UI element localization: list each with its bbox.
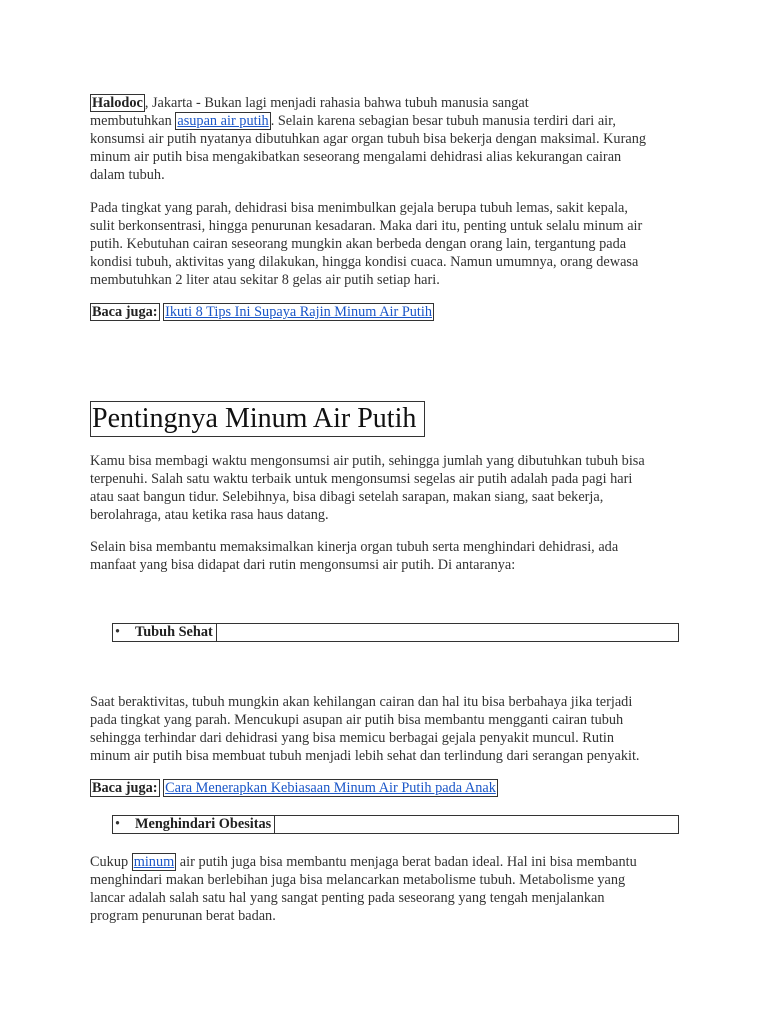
read-also-2 (90, 779, 680, 797)
bullet-icon: • (115, 816, 121, 832)
text-line: atau saat bangun tidur. Selebihnya, bisa dibagi setelah sarapan, makan siang, saat bekerja, (90, 489, 604, 505)
text-line: . Selain karena sebagian besar tubuh manusia terdiri dari air, (270, 113, 616, 129)
text-line: Saat beraktivitas, tubuh mungkin akan kehilangan cairan dan hal itu bisa berbahaya jika terjadi (90, 694, 633, 710)
text-line: program penurunan berat badan. (90, 908, 276, 924)
text-line: membutuhkan (90, 113, 176, 129)
text-line: minum air putih bisa membuat tubuh menjadi lebih sehat dan terlindung dari serangan penyakit. (90, 748, 640, 764)
text-line: putih. Kebutuhan cairan seseorang mungkin akan berbeda dengan orang lain, tergantung pada (90, 236, 627, 252)
text-line: Pada tingkat yang parah, dehidrasi bisa menimbulkan gejala berupa tubuh lemas, sakit kepala, (90, 200, 628, 216)
text-line: Cukup (90, 854, 132, 870)
source-label: Halodoc (92, 95, 143, 111)
text-line: pada tingkat yang parah. Mencukupi asupan air putih bisa membantu mengganti cairan tubuh (90, 712, 624, 728)
read-also-link-tips[interactable]: Ikuti 8 Tips Ini Supaya Rajin Minum Air Putih (165, 304, 433, 320)
text-line: lancar adalah salah satu hal yang sangat penting pada seseorang yang tengah menjalankan (90, 890, 605, 906)
text-line: dalam tubuh. (90, 167, 165, 183)
text-line: membutuhkan 2 liter atau sekitar 8 gelas air putih setiap hari. (90, 272, 440, 288)
text-line: sulit berkonsentrasi, hingga penurunan kesadaran. Maka dari itu, penting untuk selalu minum air (90, 218, 643, 234)
text-line: terpenuhi. Salah satu waktu terbaik untuk mengonsumsi segelas air putih adalah pada pagi hari (90, 471, 633, 487)
minum-link[interactable]: minum (133, 854, 175, 870)
obesity-paragraph (90, 853, 680, 925)
text-line: , Jakarta - Bukan lagi menjadi rahasia bahwa tubuh manusia sangat (144, 95, 529, 111)
text-line: sehingga terhindar dari dehidrasi yang bisa memicu berbagai gejala penyakit muncul. Rutin (90, 730, 615, 746)
text-line: konsumsi air putih nyatanya dibutuhkan agar organ tubuh bisa bekerja dengan maksimal. Kurang (90, 131, 646, 147)
text-line: Kamu bisa membagi waktu mengonsumsi air putih, sehingga jumlah yang dibutuhkan tubuh bisa (90, 453, 645, 469)
healthy-body-paragraph (90, 693, 680, 765)
text-line: air putih juga bisa membantu menjaga berat badan ideal. Hal ini bisa membantu (176, 854, 637, 870)
dehydration-paragraph (90, 199, 680, 289)
read-also-link-anak[interactable]: Cara Menerapkan Kebiasaan Minum Air Putih pada Anak (165, 780, 496, 796)
text-line: kondisi tubuh, aktivitas yang dilakukan, hingga kondisi cuaca. Namun umumnya, orang dewasa (90, 254, 639, 270)
read-also-label: Baca juga: (92, 780, 158, 796)
bullet-menghindari-obesitas (112, 815, 679, 834)
read-also-1 (90, 303, 680, 321)
text-line: menghindari makan berlebihan juga bisa melancarkan metabolisme tubuh. Metabolisme yang (90, 872, 626, 888)
timing-paragraph (90, 452, 680, 524)
bullet-tubuh-sehat (112, 623, 679, 642)
bullet-icon: • (115, 624, 121, 640)
bullet-label: Menghindari Obesitas (135, 816, 275, 833)
section-heading: Pentingnya Minum Air Putih (90, 401, 425, 437)
text-line: manfaat yang bisa didapat dari rutin mengonsumsi air putih. Di antaranya: (90, 557, 516, 573)
text-line: berolahraga, atau ketika rasa haus datang. (90, 507, 329, 523)
bullet-label: Tubuh Sehat (135, 624, 217, 641)
read-also-label: Baca juga: (92, 304, 158, 320)
intro-paragraph (90, 94, 680, 184)
asupan-air-putih-link[interactable]: asupan air putih (177, 113, 269, 129)
text-line: minum air putih bisa mengakibatkan seseorang mengalami dehidrasi alias kekurangan cairan (90, 149, 622, 165)
benefits-intro-paragraph (90, 538, 680, 574)
text-line: Selain bisa membantu memaksimalkan kinerja organ tubuh serta menghindari dehidrasi, ada (90, 539, 619, 555)
